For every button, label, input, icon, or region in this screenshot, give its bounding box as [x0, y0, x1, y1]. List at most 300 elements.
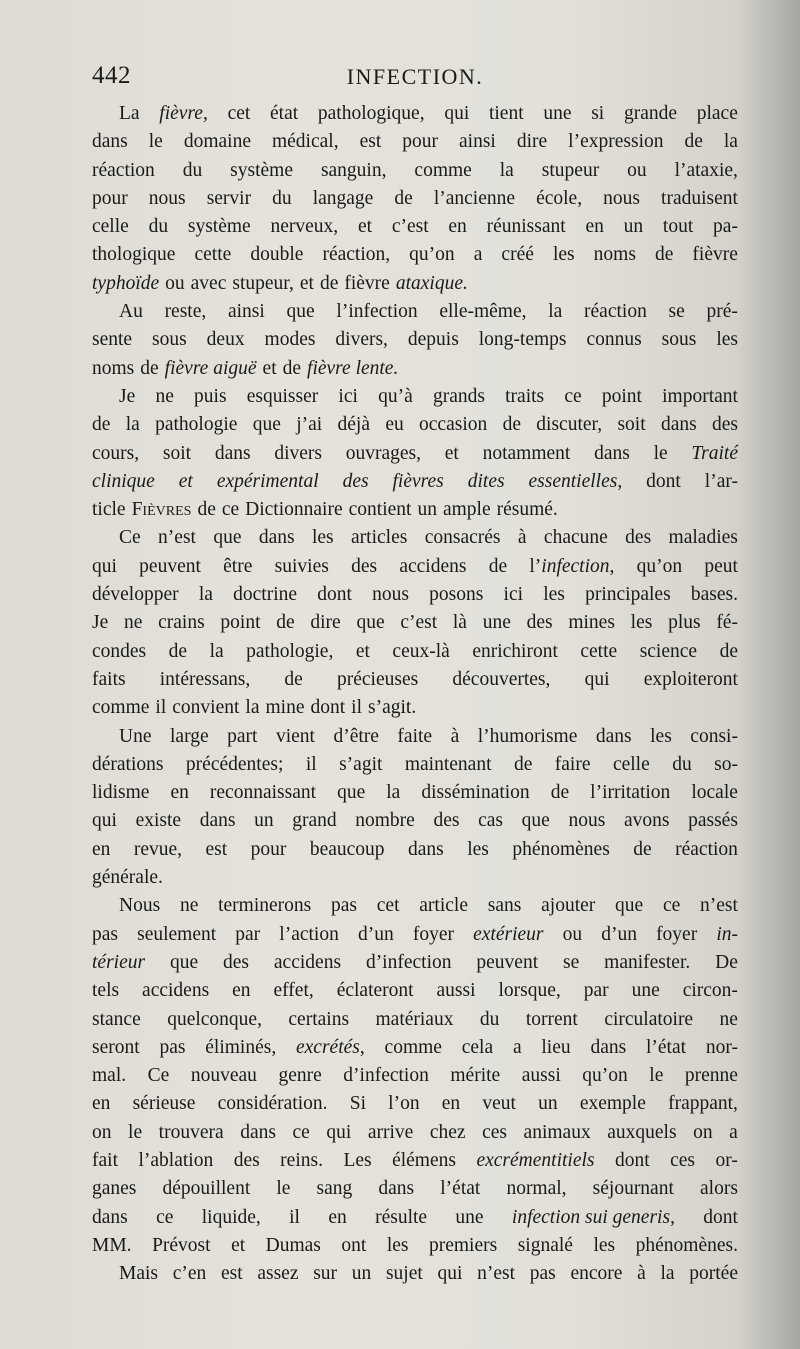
- word: dont: [614, 1149, 650, 1171]
- word: les: [311, 527, 334, 549]
- word: part: [227, 725, 258, 747]
- word: thologique: [92, 244, 176, 266]
- word: so-: [714, 753, 738, 775]
- word: fièvre lente.: [307, 357, 399, 379]
- body-text: [92, 100, 738, 1288]
- word: cet: [227, 103, 251, 124]
- word: et: [231, 1234, 246, 1256]
- word: intéressans,: [159, 668, 251, 690]
- word: une: [482, 612, 511, 634]
- word: a: [729, 1121, 738, 1143]
- word: crains: [158, 612, 205, 634]
- word: l’état: [440, 1178, 481, 1200]
- word: que: [356, 612, 385, 634]
- word: traits: [505, 385, 545, 407]
- word: exploiteront: [643, 668, 738, 690]
- word: Une: [119, 725, 152, 747]
- word: pathologie: [155, 414, 238, 436]
- word: La: [119, 103, 140, 124]
- word: noms: [92, 357, 135, 379]
- word: des: [433, 810, 460, 832]
- word: médical,: [271, 131, 339, 153]
- word: l’action: [279, 923, 339, 945]
- text-line: [92, 326, 738, 354]
- text-line: [92, 100, 738, 128]
- word: bases.: [690, 584, 738, 606]
- word: celle: [612, 753, 650, 775]
- word: nous: [568, 810, 606, 832]
- page-number: 442: [92, 62, 131, 89]
- word: réaction,: [322, 244, 391, 266]
- word: ou: [562, 923, 583, 945]
- text-line: [92, 524, 738, 552]
- word: en: [448, 216, 467, 238]
- word: générale.: [92, 867, 163, 889]
- word: un: [254, 810, 274, 832]
- word: de: [488, 555, 508, 577]
- word: on: [693, 1121, 713, 1143]
- word: les: [716, 329, 738, 351]
- word: une: [455, 1206, 484, 1228]
- word: assez: [257, 1263, 299, 1285]
- text-line: [92, 128, 738, 156]
- word: fièvres: [392, 470, 444, 492]
- word: n’est: [700, 895, 738, 917]
- word: consacrés: [424, 527, 501, 549]
- word: la: [723, 131, 738, 153]
- word: résumé.: [496, 499, 558, 521]
- text-line: [92, 1090, 738, 1118]
- word: résulte: [375, 1206, 428, 1228]
- word: les: [543, 584, 565, 606]
- text-line: [92, 553, 738, 581]
- word: sente: [92, 329, 133, 351]
- word: noms: [593, 244, 636, 266]
- word: que: [337, 782, 366, 804]
- word: auxquels: [607, 1121, 677, 1143]
- word: pas: [331, 895, 358, 917]
- word: doctrine: [233, 584, 298, 606]
- word: fièvre: [692, 244, 738, 266]
- word: expérimental: [216, 470, 319, 492]
- word: que: [252, 414, 281, 436]
- word: Nous: [119, 895, 161, 917]
- word: il: [155, 697, 167, 719]
- text-line: [92, 638, 738, 666]
- word: enrichiront: [472, 640, 558, 662]
- word: en: [328, 1206, 347, 1228]
- word: la: [386, 782, 401, 804]
- word: et: [357, 216, 373, 238]
- word: cas: [478, 810, 504, 832]
- word: Traité: [691, 442, 738, 464]
- text-line: [92, 694, 738, 722]
- word: en: [585, 216, 604, 238]
- word: l’irritation: [590, 782, 671, 804]
- text-line: [92, 836, 738, 864]
- word: large: [170, 725, 209, 747]
- word: c’est: [400, 612, 438, 634]
- word: s’agit: [339, 753, 383, 775]
- word: dont: [646, 470, 681, 492]
- word: ample: [442, 499, 491, 521]
- word: fièvre aiguë: [164, 357, 257, 379]
- word: ne: [719, 1008, 738, 1030]
- word: pathologique,: [317, 103, 425, 124]
- word: de: [513, 753, 533, 775]
- word: grande: [623, 103, 678, 124]
- text-line: [92, 892, 738, 920]
- word: science: [639, 640, 698, 662]
- word: fièvre,: [159, 103, 208, 124]
- word: ouvrages,: [345, 442, 421, 464]
- word: accidens: [399, 555, 467, 577]
- word: d’être: [333, 725, 379, 747]
- word: de: [284, 668, 303, 690]
- word: dans: [590, 1036, 627, 1058]
- word: faire: [554, 753, 591, 775]
- word: stupeur: [541, 159, 600, 181]
- word: pa-: [713, 216, 738, 238]
- word: j’ai: [296, 414, 323, 436]
- word: consi-: [690, 725, 738, 747]
- word: torrent: [525, 1008, 578, 1030]
- word: éliminés,: [205, 1036, 277, 1058]
- text-line: [92, 807, 738, 835]
- word: suivies: [274, 555, 329, 577]
- word: frappant,: [668, 1093, 738, 1115]
- word: qu’on: [582, 1065, 628, 1087]
- word: faite: [397, 725, 433, 747]
- word: dire: [516, 131, 548, 153]
- word: un: [538, 1093, 558, 1115]
- word: nouveau: [190, 1065, 257, 1087]
- word: ceux-là: [392, 640, 450, 662]
- word: comme: [92, 697, 150, 719]
- word: sur: [313, 1263, 338, 1285]
- word: dans: [595, 725, 632, 747]
- word: excrétés,: [296, 1036, 365, 1058]
- word: seront: [92, 1036, 140, 1058]
- word: convient: [172, 697, 240, 719]
- text-line: [92, 609, 738, 637]
- word: mal.: [92, 1065, 127, 1087]
- text-line: [92, 355, 738, 383]
- word: posons: [429, 584, 484, 606]
- word: de: [684, 131, 703, 153]
- word: dont: [310, 697, 346, 719]
- word: MM.: [92, 1234, 132, 1256]
- word: les: [552, 244, 575, 266]
- word: passés: [688, 810, 738, 832]
- word: alors: [700, 1178, 738, 1200]
- word: extérieur: [473, 923, 544, 945]
- word: Fièvres: [131, 499, 192, 521]
- word: sans: [487, 895, 522, 917]
- word: fièvre: [344, 272, 390, 294]
- word: in-: [716, 923, 738, 945]
- word: cette: [194, 244, 232, 266]
- word: dans: [660, 414, 697, 436]
- text-line: [92, 1232, 738, 1260]
- word: pas: [159, 1036, 186, 1058]
- word: point: [220, 612, 261, 634]
- word: cours,: [92, 442, 140, 464]
- word: un: [623, 216, 644, 238]
- word: double: [250, 244, 304, 266]
- word: la: [245, 697, 260, 719]
- word: vient: [275, 725, 315, 747]
- word: avons: [623, 810, 670, 832]
- word: de: [140, 357, 159, 379]
- word: nombre: [355, 810, 415, 832]
- word: ataxique.: [395, 272, 468, 294]
- word: l’ancienne: [433, 187, 516, 209]
- word: deux: [206, 329, 245, 351]
- word: aussi: [436, 980, 476, 1002]
- word: stance: [92, 1008, 141, 1030]
- word: des: [351, 555, 378, 577]
- word: d’infection: [343, 1065, 429, 1087]
- word: pour: [402, 131, 438, 153]
- word: tels: [92, 980, 120, 1002]
- text-line: [92, 1147, 738, 1175]
- word: pathologie,: [246, 640, 334, 662]
- word: une: [543, 103, 572, 124]
- word: fé-: [716, 612, 738, 634]
- text-line: [92, 581, 738, 609]
- text-line: [92, 949, 738, 977]
- word: pour: [250, 838, 287, 860]
- word: par: [583, 980, 609, 1002]
- word: place: [696, 103, 738, 124]
- word: discuter,: [536, 414, 603, 436]
- word: de: [168, 640, 188, 662]
- word: l’ar-: [704, 470, 738, 492]
- word: encore: [570, 1263, 623, 1285]
- word: la: [125, 414, 140, 436]
- word: condes: [92, 640, 147, 662]
- word: divers: [274, 442, 322, 464]
- word: dans: [240, 1121, 276, 1143]
- word: il: [351, 697, 362, 719]
- word: réunissant: [486, 216, 566, 238]
- word: éclateront: [336, 980, 414, 1002]
- word: manifester.: [604, 951, 691, 973]
- word: et: [178, 470, 193, 492]
- word: connus: [586, 329, 642, 351]
- word: considération.: [217, 1093, 328, 1115]
- word: beaucoup: [309, 838, 385, 860]
- word: en: [170, 782, 189, 804]
- text-line: [92, 241, 738, 269]
- text-line: [92, 779, 738, 807]
- word: le: [128, 1121, 143, 1143]
- word: peuvent: [139, 555, 201, 577]
- word: ne: [123, 612, 143, 634]
- word: de: [92, 414, 111, 436]
- word: sujet: [385, 1263, 423, 1285]
- text-line: [92, 185, 738, 213]
- word: qui: [437, 1263, 463, 1285]
- word: la: [660, 1263, 675, 1285]
- word: ou: [165, 272, 185, 294]
- word: principales: [585, 584, 671, 606]
- word: depuis: [407, 329, 459, 351]
- word: reste,: [164, 301, 207, 323]
- word: sous: [661, 329, 697, 351]
- word: est: [359, 131, 382, 153]
- text-line: [92, 157, 738, 185]
- word: existe: [135, 810, 182, 832]
- word: divers,: [335, 329, 388, 351]
- word: les: [593, 1234, 616, 1256]
- word: du: [272, 187, 292, 209]
- word: genre: [278, 1065, 322, 1087]
- word: que: [521, 810, 550, 832]
- text-line: [92, 1260, 738, 1288]
- word: les: [467, 838, 489, 860]
- word: qu’on: [636, 555, 683, 577]
- word: il: [305, 753, 317, 775]
- text-line: [92, 298, 738, 326]
- word: précédentes;: [185, 753, 284, 775]
- word: circon-: [682, 980, 738, 1002]
- text-line: [92, 864, 738, 892]
- word: être: [223, 555, 253, 577]
- word: peuvent: [476, 951, 539, 973]
- word: le: [649, 1065, 664, 1087]
- word: dans: [214, 442, 251, 464]
- word: foyer: [412, 923, 454, 945]
- word: qui: [444, 103, 470, 124]
- word: contient: [348, 499, 412, 521]
- word: par: [235, 923, 261, 945]
- word: développer: [92, 584, 179, 606]
- word: système: [230, 159, 293, 181]
- word: le: [148, 131, 163, 153]
- word: ajouter: [541, 895, 596, 917]
- word: des: [526, 612, 553, 634]
- word: à: [637, 1263, 646, 1285]
- word: un: [417, 499, 437, 521]
- word: faits: [92, 668, 126, 690]
- word: d’un: [357, 923, 394, 945]
- word: point: [601, 385, 642, 407]
- word: dépouillent: [162, 1178, 251, 1200]
- word: mines: [568, 612, 615, 634]
- text-line: [92, 977, 738, 1005]
- word: traduisent: [661, 187, 738, 209]
- word: si: [591, 103, 605, 124]
- word: ou: [627, 159, 647, 181]
- word: ce: [662, 895, 681, 917]
- word: Les: [343, 1149, 372, 1171]
- text-line: [92, 440, 738, 468]
- word: nerveux,: [270, 216, 339, 238]
- word: la: [548, 301, 563, 323]
- word: n’est: [158, 527, 196, 549]
- word: phénomènes: [512, 838, 610, 860]
- word: de: [282, 357, 302, 379]
- word: matériaux: [375, 1008, 454, 1030]
- word: est: [220, 1263, 243, 1285]
- word: De: [715, 951, 738, 973]
- word: de: [276, 612, 295, 634]
- word: en: [441, 1093, 461, 1115]
- word: nous: [148, 187, 186, 209]
- word: état: [270, 103, 299, 124]
- word: sérieuse: [132, 1093, 196, 1115]
- word: reconnaissant: [209, 782, 317, 804]
- word: typhoïde: [92, 272, 160, 294]
- word: signalé: [517, 1234, 573, 1256]
- word: à: [450, 725, 460, 747]
- word: à: [517, 527, 527, 549]
- word: ici: [503, 584, 524, 606]
- text-line: [92, 921, 738, 949]
- word: pour: [92, 187, 128, 209]
- word: mérite: [450, 1065, 501, 1087]
- word: ne: [179, 895, 199, 917]
- word: découvertes,: [452, 668, 551, 690]
- word: est: [205, 838, 228, 860]
- word: fait: [92, 1149, 118, 1171]
- word: les: [630, 612, 653, 634]
- word: sang: [316, 1178, 353, 1200]
- word: réaction: [675, 838, 738, 860]
- word: la: [209, 640, 224, 662]
- word: Je: [119, 385, 136, 407]
- word: domaine: [183, 131, 251, 153]
- word: du: [672, 753, 692, 775]
- word: que: [286, 301, 315, 323]
- word: dans: [378, 1178, 415, 1200]
- word: nor-: [705, 1036, 738, 1058]
- word: notamment: [482, 442, 571, 464]
- word: dans: [258, 527, 295, 549]
- word: un: [351, 1263, 372, 1285]
- text-line: [92, 1006, 738, 1034]
- word: de: [654, 244, 674, 266]
- word: qui: [584, 668, 610, 690]
- word: que: [213, 527, 242, 549]
- word: premiers: [428, 1234, 498, 1256]
- text-line: [92, 723, 738, 751]
- word: stupeur,: [232, 272, 294, 294]
- word: normal,: [506, 1178, 567, 1200]
- word: soit: [162, 442, 192, 464]
- word: grand: [292, 810, 337, 832]
- word: le: [653, 442, 668, 464]
- word: dissémination: [421, 782, 530, 804]
- word: articles: [351, 527, 408, 549]
- text-line: [92, 468, 738, 496]
- word: la: [499, 159, 514, 181]
- word: a: [473, 244, 483, 266]
- word: école,: [536, 187, 583, 209]
- word: animaux: [523, 1121, 591, 1143]
- word: ainsi: [227, 301, 265, 323]
- text-line: [92, 666, 738, 694]
- word: Ce: [119, 527, 141, 549]
- word: qui: [92, 810, 117, 832]
- text-line: [92, 213, 738, 241]
- text-line: [92, 496, 738, 524]
- word: essentielles,: [528, 470, 623, 492]
- word: phénomènes.: [635, 1234, 738, 1256]
- word: tient: [488, 103, 524, 124]
